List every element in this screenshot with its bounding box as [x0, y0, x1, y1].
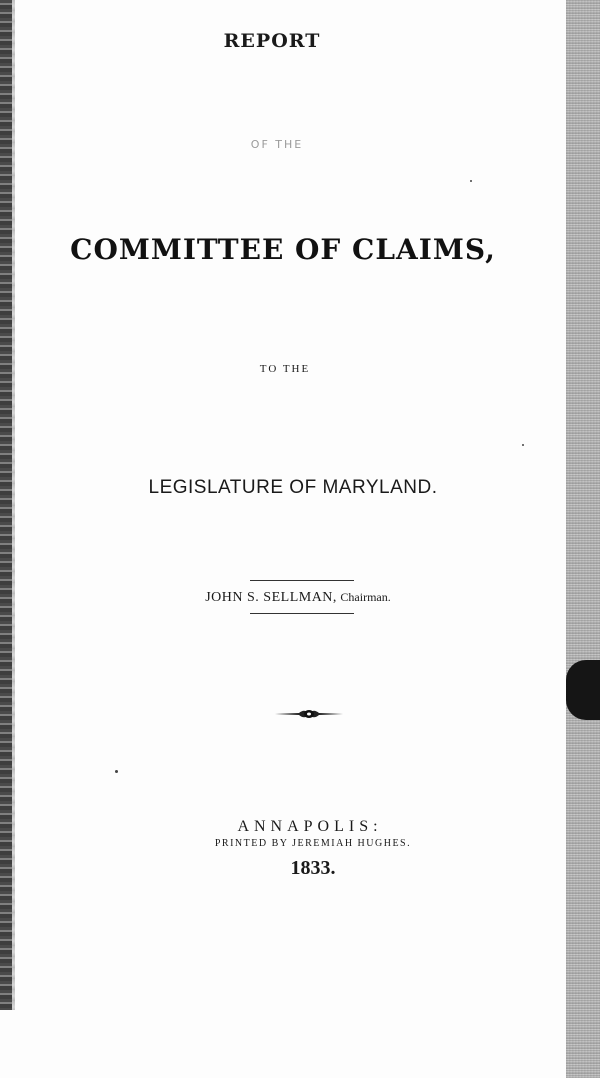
- chairman-rule-top: [250, 580, 354, 581]
- scan-speck: [522, 444, 524, 446]
- scan-speck: [115, 770, 118, 773]
- legislature-line: LEGISLATURE OF MARYLAND.: [148, 477, 438, 498]
- to-the-line: TO THE: [259, 363, 311, 375]
- imprint-printer: PRINTED BY JEREMIAH HUGHES.: [214, 838, 412, 849]
- chairman-role: Chairman.: [340, 590, 391, 604]
- imprint-year: 1833.: [290, 857, 336, 879]
- chairman-name: JOHN S. SELLMAN,: [205, 590, 337, 605]
- scan-speck: [470, 180, 472, 182]
- chairman-line: [0, 590, 596, 606]
- committee-title: COMMITTEE OF CLAIMS,: [70, 233, 496, 266]
- imprint-place: ANNAPOLIS:: [237, 818, 383, 835]
- scan-edge-mark: [566, 660, 600, 720]
- chairman-rule-bottom: [250, 613, 354, 614]
- scan-edge: [566, 0, 600, 1078]
- of-the-line: OF THE: [250, 138, 304, 151]
- report-heading: REPORT: [223, 30, 321, 52]
- fleuron-ornament-icon: [275, 706, 343, 722]
